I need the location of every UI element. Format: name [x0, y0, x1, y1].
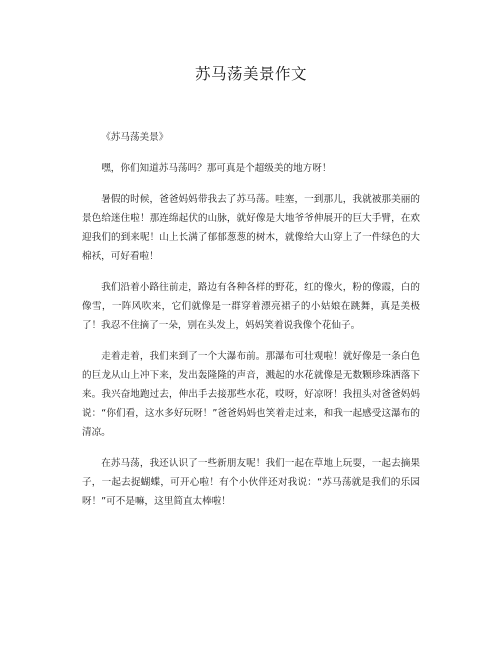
essay-title-paragraph: 《苏马荡美景》 [101, 132, 169, 143]
intro-paragraph: 嘿，你们知道苏马荡吗？那可真是个超级美的地方呀！ [101, 163, 332, 174]
waterfall-paragraph: 走着走着，我们来到了一个大瀑布前。那瀑布可壮观啦！就好像是一条白色的巨龙从山上冲下来，发出轰隆隆的声音，溅起的水花就像是无数颗珍珠洒落下来。我兴奋地跑过去，伸出手去接那些水花，哎呀，好凉呀！我扭头对爸爸妈妈说：“你们看，这水多好玩呀！”爸爸妈妈也笑着走过来，和我一起感受这瀑布的清凉。 [82, 351, 420, 438]
mountain-paragraph: 暑假的时候，爸爸妈妈带我去了苏马荡。哇塞，一到那儿，我就被那美丽的景色给迷住啦！那连绵起伏的山脉，就好像是大地爷爷伸展开的巨大手臂，在欢迎我们的到来呢！山上长满了郁郁葱葱的树木，就像给大山穿上了一件绿色的大棉袄，可好看啦！ [82, 194, 420, 262]
friends-paragraph: 在苏马荡，我还认识了一些新朋友呢！我们一起在草地上玩耍，一起去摘果子，一起去捉蝴蝶，可开心啦！有个小伙伴还对我说：“苏马荡就是我们的乐园呀！”可不是嘛，这里简直太棒啦！ [82, 458, 420, 507]
document-body [82, 128, 420, 511]
flowers-paragraph: 我们沿着小路往前走，路边有各种各样的野花，红的像火，粉的像霞，白的像雪，一阵风吹来，它们就像是一群穿着漂亮裙子的小姑娘在跳舞，真是美极了！我忍不住摘了一朵，别在头发上，妈妈笑着说我像个花仙子。 [82, 282, 420, 331]
document-title: 苏马荡美景作文 [194, 65, 307, 83]
